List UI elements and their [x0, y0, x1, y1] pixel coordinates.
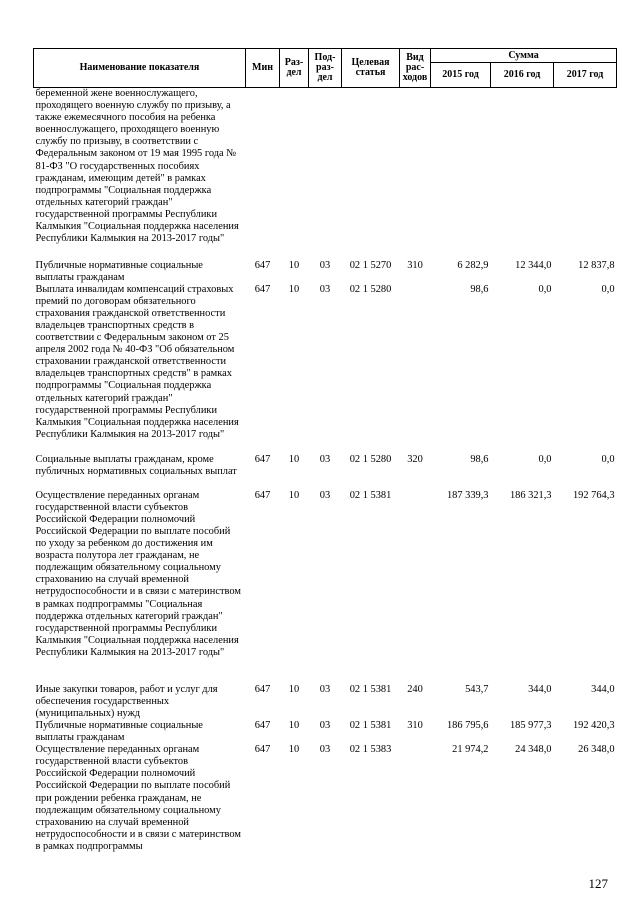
table-row — [34, 284, 617, 454]
budget-table-container — [33, 48, 616, 854]
row-razdel: 10 — [288, 744, 300, 756]
row-vid — [400, 744, 431, 854]
table-row — [34, 260, 617, 284]
row-name: Социальные выплаты гражданам, кроме публичных нормативных социальных выплат — [35, 453, 237, 477]
row-podrazdel: 03 — [319, 719, 331, 731]
row-name: Выплата инвалидам компенсаций страховых премий по договорам обязательного страхования гражданской ответственности владельцев транспортных средств в соответствии с Федеральным законом от 25 апреля 2002 года № 40-ФЗ "Об обязательном страховании гражданской ответственности владельцев транспортных средств" в рамках подпрограммы "Социальная поддержка отдельных категорий граждан" государственной программы Республики Калмыкия "Социальная поддержка населения Республики Калмыкия на 2013-2017 годы" — [35, 283, 239, 440]
row-vid: 310 — [407, 259, 423, 271]
row-podrazdel: 03 — [319, 683, 331, 695]
row-2015: 186 795,6 — [446, 719, 489, 731]
row-razdel: 10 — [288, 719, 300, 731]
header-2016: 2016 год — [491, 63, 554, 88]
row-min: 647 — [254, 453, 271, 465]
header-article: Целевая статья — [342, 49, 400, 88]
row-min — [246, 88, 280, 260]
row-min: 647 — [254, 489, 271, 501]
row-2015 — [431, 88, 491, 260]
row-article: 02 1 5280 — [349, 453, 392, 465]
row-2015: 21 974,2 — [452, 744, 489, 756]
row-vid — [400, 88, 431, 260]
row-podrazdel — [309, 88, 342, 260]
row-min: 647 — [254, 259, 271, 271]
header-2017: 2017 год — [554, 63, 617, 88]
budget-table — [33, 48, 617, 854]
row-name: Публичные нормативные социальные выплаты гражданам — [35, 259, 203, 283]
row-vid: 310 — [407, 719, 423, 731]
row-razdel: 10 — [288, 489, 300, 501]
row-vid — [400, 284, 431, 454]
row-podrazdel: 03 — [319, 744, 331, 756]
row-article: 02 1 5280 — [349, 283, 392, 295]
row-podrazdel: 03 — [319, 259, 331, 271]
row-article: 02 1 5381 — [349, 719, 392, 731]
row-name: Иные закупки товаров, работ и услуг для обеспечения государственных (муниципальных) нужд — [35, 683, 218, 719]
row-2017: 12 837,8 — [578, 259, 615, 271]
row-min: 647 — [254, 744, 271, 756]
row-2017: 192 764,3 — [572, 489, 615, 501]
row-2015: 98,6 — [470, 283, 489, 295]
row-2016: 185 977,3 — [509, 719, 552, 731]
page-number: 127 — [588, 876, 608, 891]
table-row — [34, 454, 617, 490]
table-row — [34, 720, 617, 744]
header-podrazdel: Под- раз- дел — [309, 49, 342, 88]
row-name: беременной жене военнослужащего, проходящего военную службу по призыву, а также ежемесячного пособия на ребенка военнослужащего, проходящего военную службу по призыву, в соответствии с Федеральным законом от 19 мая 1995 года № 81-ФЗ "О государственных пособиях гражданам, имеющим детей" в рамках подпрограммы "Социальная поддержка отдельных категорий граждан" государственной программы Республики Калмыкия "Социальная поддержка населения Республики Калмыкия на 2013-2017 годы" — [35, 88, 239, 245]
row-vid: 320 — [407, 453, 423, 465]
row-2016: 24 348,0 — [515, 744, 552, 756]
row-podrazdel: 03 — [319, 283, 331, 295]
row-2015: 6 282,9 — [457, 259, 489, 271]
row-min: 647 — [254, 719, 271, 731]
row-article: 02 1 5381 — [349, 489, 392, 501]
row-2015: 543,7 — [465, 683, 489, 695]
row-razdel — [280, 88, 309, 260]
row-2017 — [554, 88, 617, 260]
row-2016: 0,0 — [538, 283, 552, 295]
row-2016: 186 321,3 — [509, 489, 552, 501]
row-2015: 98,6 — [470, 453, 489, 465]
row-2016: 344,0 — [528, 683, 552, 695]
row-vid: 240 — [407, 683, 423, 695]
table-body — [34, 88, 617, 855]
header-2015: 2015 год — [431, 63, 491, 88]
row-min: 647 — [254, 283, 271, 295]
header-vid: Вид рас- ходов — [400, 49, 431, 88]
row-name: Осуществление переданных органам государственной власти субъектов Российской Федерации полномочий Российской Федерации по выплате пособий по уходу за ребенком до достижения им возраста полутора лет гражданам, не подлежащим обязательному социальному страхованию на случай временной нетрудоспособности и в связи с материнством в рамках подпрограммы "Социальная поддержка отдельных категорий граждан" государственной программы Республики Калмыкия "Социальная поддержка населения Республики Калмыкия на 2013-2017 годы" — [35, 489, 241, 658]
row-2016: 12 344,0 — [515, 259, 552, 271]
row-2017: 0,0 — [601, 453, 615, 465]
table-row — [34, 744, 617, 854]
row-vid — [400, 490, 431, 684]
row-razdel: 10 — [288, 259, 300, 271]
row-2016: 0,0 — [538, 453, 552, 465]
row-2017: 0,0 — [601, 283, 615, 295]
row-2017: 26 348,0 — [578, 744, 615, 756]
row-podrazdel: 03 — [319, 489, 331, 501]
table-header — [34, 49, 617, 88]
header-summa: Сумма — [431, 49, 617, 63]
row-min: 647 — [254, 683, 271, 695]
row-name: Осуществление переданных органам государственной власти субъектов Российской Федерации полномочий Российской Федерации по выплате пособий при рождении ребенка гражданам, не подлежащим обязательному социальному страхованию на случай временной нетрудоспособности и в связи с материнством в рамках подпрограммы — [35, 744, 241, 852]
row-podrazdel: 03 — [319, 453, 331, 465]
row-name: Публичные нормативные социальные выплаты гражданам — [35, 719, 203, 744]
table-row — [34, 88, 617, 260]
row-article: 02 1 5383 — [349, 744, 392, 756]
row-2017: 192 420,3 — [572, 719, 615, 731]
table-row — [34, 490, 617, 684]
row-razdel: 10 — [288, 453, 300, 465]
header-razdel: Раз- дел — [280, 49, 309, 88]
row-article: 02 1 5270 — [349, 259, 392, 271]
row-article: 02 1 5381 — [349, 683, 392, 695]
header-min: Мин — [246, 49, 280, 88]
row-razdel: 10 — [288, 283, 300, 295]
row-2015: 187 339,3 — [446, 489, 489, 501]
table-row — [34, 684, 617, 720]
row-2016 — [491, 88, 554, 260]
row-article — [342, 88, 400, 260]
row-2017: 344,0 — [591, 683, 615, 695]
header-name: Наименование показателя — [34, 49, 246, 88]
row-razdel: 10 — [288, 683, 300, 695]
